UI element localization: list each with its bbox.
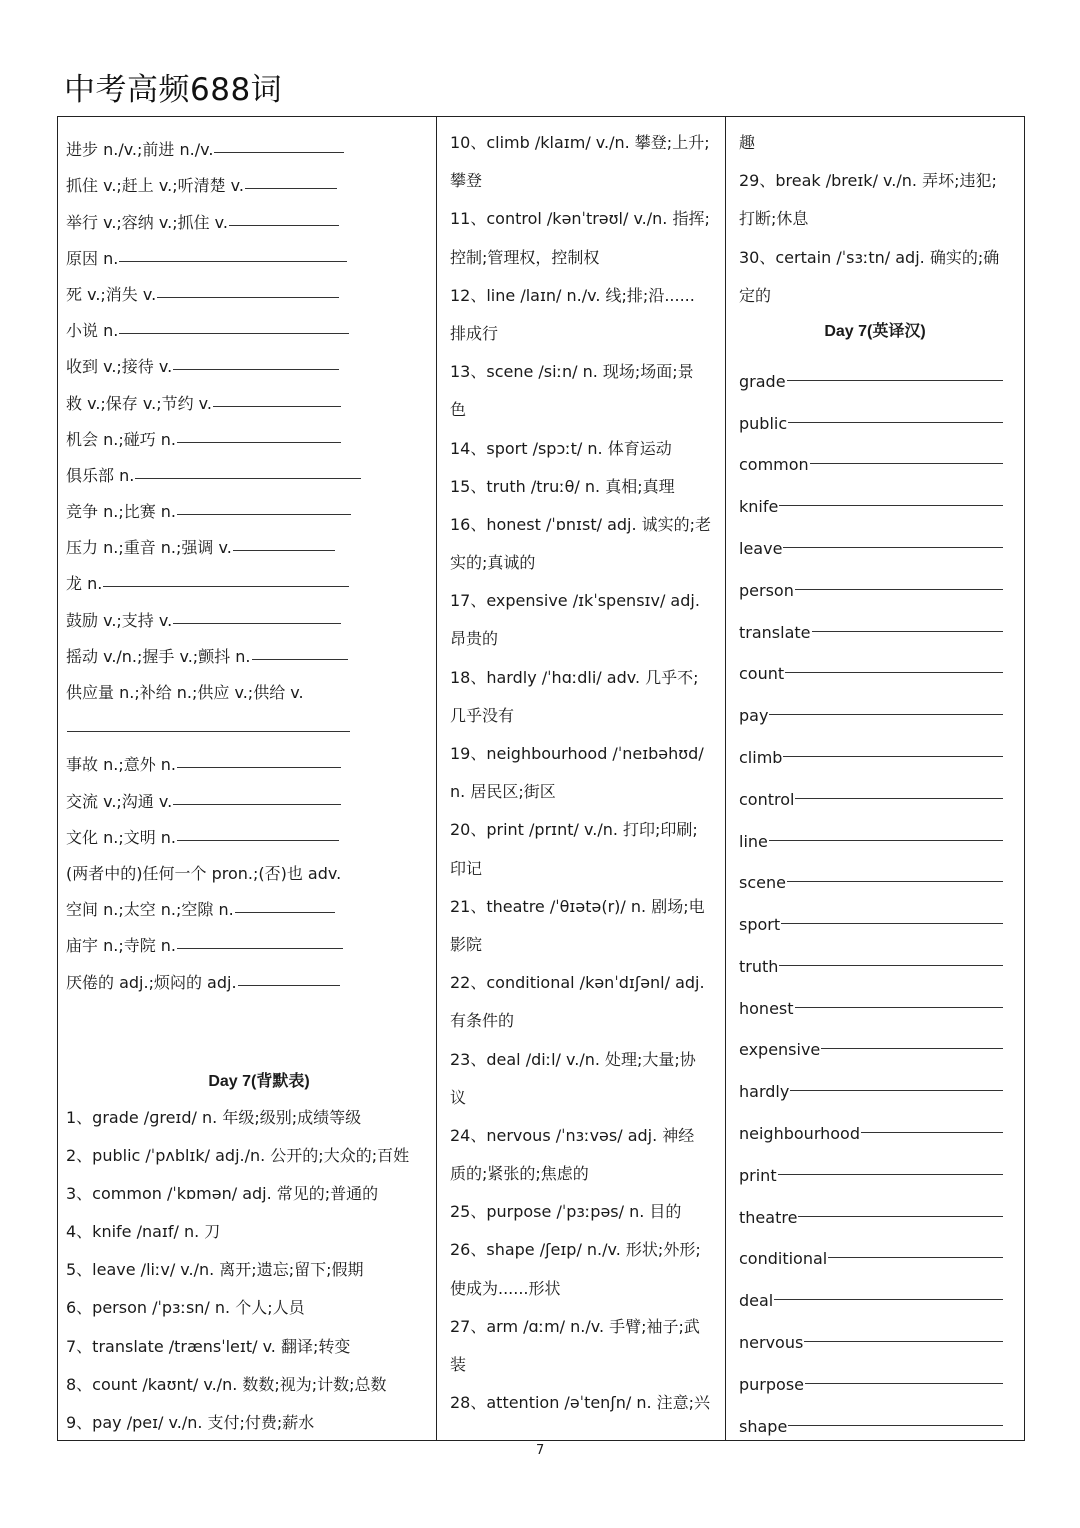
recall-row [66, 703, 432, 739]
vocab-line: 11、control /kənˈtrəʊl/ v./n. 指挥; [450, 209, 710, 229]
vocab-line: 几乎没有 [450, 705, 515, 725]
answer-blank[interactable] [67, 731, 350, 732]
vocab-line: 29、break /breɪk/ v./n. 弄坏;违犯; [739, 171, 997, 191]
vocab-entry: 5、leave /liːv/ v./n. 离开;遗忘;留下;假期 [66, 1260, 364, 1280]
answer-blank[interactable] [177, 442, 341, 443]
answer-blank[interactable] [135, 478, 361, 479]
answer-blank[interactable] [790, 1090, 1003, 1091]
word-text: common [739, 455, 809, 475]
prompt-text: 供应量 n.;补给 n.;供应 v.;供给 v. [66, 683, 304, 702]
answer-blank[interactable] [103, 586, 349, 587]
word-text: neighbourhood [739, 1124, 860, 1144]
word-text: person [739, 580, 794, 600]
answer-blank[interactable] [788, 422, 1003, 423]
word-text: honest [739, 998, 794, 1018]
recall-row [66, 920, 432, 956]
vocab-line: 质的;紧张的;焦虑的 [450, 1164, 589, 1184]
vocab-line: 21、theatre /ˈθɪətə(r)/ n. 剧场;电 [450, 896, 705, 916]
prompt-text: 竞争 n.;比赛 n. [66, 502, 177, 522]
vocab-line: n. 居民区;街区 [450, 782, 556, 802]
answer-blank[interactable] [229, 225, 339, 226]
translation-row [739, 600, 1011, 642]
recall-row [66, 414, 432, 450]
recall-row [66, 775, 432, 811]
vocab-line: 攀登 [450, 171, 483, 191]
answer-blank[interactable] [798, 1216, 1003, 1217]
recall-row [66, 739, 432, 775]
prompt-text: 救 v.;保存 v.;节约 v. [66, 393, 212, 413]
answer-blank[interactable] [119, 333, 349, 334]
vocab-line: 印记 [450, 858, 483, 878]
translation-row [739, 1101, 1011, 1143]
vocab-line: 排成行 [450, 323, 499, 343]
vocab-line: 27、arm /ɑːm/ n./v. 手臂;袖子;武 [450, 1316, 700, 1336]
answer-blank[interactable] [173, 369, 339, 370]
prompt-text: 举行 v.;容纳 v.;抓住 v. [66, 212, 228, 232]
vocab-line: 实的;真诚的 [450, 553, 536, 573]
answer-blank[interactable] [177, 840, 339, 841]
answer-blank[interactable] [173, 804, 341, 805]
vocab-entry: 4、knife /naɪf/ n. 刀 [66, 1222, 221, 1242]
vocab-line: 23、deal /diːl/ v./n. 处理;大量;协 [450, 1049, 696, 1069]
word-text: grade [739, 371, 786, 391]
translation-row [739, 1185, 1011, 1227]
answer-blank[interactable] [779, 965, 1003, 966]
translation-row [739, 976, 1011, 1018]
vocab-line: 有条件的 [450, 1011, 515, 1031]
answer-blank[interactable] [778, 1174, 1003, 1175]
vocab-line: 16、honest /ˈɒnɪst/ adj. 诚实的;老 [450, 514, 712, 534]
word-text: scene [739, 873, 786, 893]
answer-blank[interactable] [787, 881, 1003, 882]
vocab-line: 26、shape /ʃeɪp/ n./v. 形状;外形; [450, 1240, 701, 1260]
word-text: line [739, 831, 768, 851]
translation-row [739, 809, 1011, 851]
vocab-entry: 2、public /ˈpʌblɪk/ adj./n. 公开的;大众的;百姓 [66, 1145, 410, 1165]
prompt-text: 小说 n. [66, 321, 119, 341]
vocab-line: 17、expensive /ɪkˈspensɪv/ adj. [450, 591, 700, 611]
vocab-entry: 1、grade /ɡreɪd/ n. 年级;级别;成绩等级 [66, 1107, 362, 1127]
vocab-line: 趣 [739, 133, 756, 152]
translation-row [739, 767, 1011, 809]
prompt-text: 原因 n. [66, 248, 119, 268]
prompt-text: (两者中的)任何一个 pron.;(否)也 adv. [66, 863, 342, 883]
answer-blank[interactable] [804, 1341, 1003, 1342]
translation-row [739, 1268, 1011, 1310]
word-text: knife [739, 497, 779, 517]
recall-row [66, 522, 432, 558]
column-3 [739, 124, 1011, 1436]
recall-row [66, 956, 432, 992]
translation-row [739, 934, 1011, 976]
vocab-line: 12、line /laɪn/ n./v. 线;排;沿...... [450, 285, 695, 305]
translation-row [739, 1310, 1011, 1352]
translation-row [739, 433, 1011, 475]
answer-blank[interactable] [795, 798, 1003, 799]
vocab-line: 18、hardly /ˈhɑːdli/ adv. 几乎不; [450, 667, 699, 687]
prompt-text: 文化 n.;文明 n. [66, 827, 177, 847]
vocab-entry: 9、pay /peɪ/ v./n. 支付;付费;薪水 [66, 1413, 315, 1432]
recall-row [66, 124, 432, 160]
translation-row [739, 1227, 1011, 1269]
translation-row [739, 1143, 1011, 1185]
prompt-text: 俱乐部 n. [66, 465, 135, 485]
answer-blank[interactable] [177, 514, 351, 515]
word-text: shape [739, 1416, 788, 1436]
word-text: count [739, 664, 785, 684]
word-text: deal [739, 1291, 774, 1311]
word-text: sport [739, 915, 781, 935]
vocab-line: 20、print /prɪnt/ v./n. 打印;印刷; [450, 820, 698, 840]
word-text: conditional [739, 1249, 828, 1269]
answer-blank[interactable] [787, 380, 1003, 381]
vocab-line: 30、certain /ˈsɜːtn/ adj. 确实的;确 [739, 247, 1000, 267]
prompt-text: 压力 n.;重音 n.;强调 v. [66, 538, 232, 558]
answer-blank[interactable] [774, 1299, 1003, 1300]
translation-row [739, 725, 1011, 767]
recall-row [66, 269, 432, 305]
page-title: 中考高频688词 [64, 72, 283, 108]
column-divider [725, 116, 726, 1441]
recall-row [66, 558, 432, 594]
answer-blank[interactable] [157, 297, 339, 298]
translation-row [739, 1059, 1011, 1101]
answer-blank[interactable] [795, 589, 1003, 590]
recall-row [66, 486, 432, 522]
translation-row [739, 558, 1011, 600]
word-text: hardly [739, 1082, 790, 1102]
answer-blank[interactable] [795, 1007, 1003, 1008]
prompt-text: 厌倦的 adj.;烦闷的 adj. [66, 972, 237, 992]
word-text: pay [739, 706, 769, 726]
answer-blank[interactable] [769, 714, 1003, 715]
answer-blank[interactable] [828, 1257, 1003, 1258]
word-text: control [739, 789, 795, 809]
vocab-entry: 6、person /ˈpɜːsn/ n. 个人;人员 [66, 1298, 305, 1318]
answer-blank[interactable] [177, 948, 343, 949]
answer-blank[interactable] [119, 261, 347, 262]
recall-row [66, 812, 432, 848]
answer-blank[interactable] [783, 756, 1003, 757]
vocab-list [66, 1099, 432, 1443]
vocab-list [739, 124, 1011, 315]
answer-blank[interactable] [781, 923, 1003, 924]
prompt-text: 进步 n./v.;前进 n./v. [66, 140, 214, 160]
translation-row [739, 474, 1011, 516]
column-2 [450, 124, 720, 1422]
translation-list [739, 349, 1011, 1436]
prompt-text: 事故 n.;意外 n. [66, 755, 177, 775]
prompt-text: 死 v.;消失 v. [66, 284, 157, 304]
vocab-list [450, 124, 720, 1422]
recall-row [66, 196, 432, 232]
answer-blank[interactable] [252, 659, 348, 660]
answer-blank[interactable] [788, 1425, 1003, 1426]
translation-row [739, 683, 1011, 725]
recall-row [66, 233, 432, 269]
prompt-text: 鼓励 v.;支持 v. [66, 610, 173, 630]
word-text: climb [739, 747, 783, 767]
prompt-text: 空间 n.;太空 n.;空隙 n. [66, 900, 234, 920]
translation-row [739, 1018, 1011, 1060]
word-text: public [739, 413, 788, 433]
vocab-entry: 3、common /ˈkɒmən/ adj. 常见的;普通的 [66, 1183, 379, 1203]
answer-blank[interactable] [783, 547, 1003, 548]
vocab-entry: 8、count /kaʊnt/ v./n. 数数;视为;计数;总数 [66, 1374, 387, 1394]
answer-blank[interactable] [810, 463, 1003, 464]
answer-blank[interactable] [812, 631, 1004, 632]
prompt-text: 收到 v.;接待 v. [66, 357, 173, 377]
vocab-line: 定的 [739, 285, 772, 305]
vocab-line: 议 [450, 1087, 467, 1107]
translation-row [739, 892, 1011, 934]
answer-blank[interactable] [173, 623, 341, 624]
vocab-line: 控制;管理权，控制权 [450, 247, 600, 267]
word-text: theatre [739, 1207, 798, 1227]
translation-row [739, 391, 1011, 433]
prompt-text: 龙 n. [66, 574, 103, 594]
recall-list [66, 124, 432, 993]
column-divider [436, 116, 437, 1441]
word-text: translate [739, 622, 811, 642]
vocab-line: 色 [450, 400, 467, 420]
word-text: print [739, 1165, 777, 1185]
vocab-line: 15、truth /truːθ/ n. 真相;真理 [450, 476, 675, 496]
vocab-line: 影院 [450, 934, 483, 954]
vocab-line: 19、neighbourhood /ˈneɪbəhʊd/ [450, 744, 704, 763]
answer-blank[interactable] [245, 188, 337, 189]
answer-blank[interactable] [214, 152, 344, 153]
word-text: truth [739, 956, 779, 976]
prompt-text: 摇动 v./n.;握手 v.;颤抖 n. [66, 646, 251, 666]
recall-row [66, 848, 432, 884]
vocab-line: 昂贵的 [450, 629, 499, 649]
translation-row [739, 516, 1011, 558]
recall-row [66, 377, 432, 413]
vocab-line: 24、nervous /ˈnɜːvəs/ adj. 神经 [450, 1125, 695, 1145]
answer-blank[interactable] [769, 840, 1003, 841]
translation-row [739, 1352, 1011, 1394]
word-text: nervous [739, 1333, 804, 1353]
vocab-line: 10、climb /klaɪm/ v./n. 攀登;上升; [450, 133, 710, 152]
prompt-text: 机会 n.;碰巧 n. [66, 429, 177, 449]
prompt-text: 抓住 v.;赶上 v.;听清楚 v. [66, 176, 244, 196]
answer-blank[interactable] [238, 985, 340, 986]
answer-blank[interactable] [785, 672, 1003, 673]
prompt-text: 庙宇 n.;寺院 n. [66, 936, 177, 956]
vocab-line: 28、attention /əˈtenʃn/ n. 注意;兴 [450, 1393, 711, 1413]
vocab-line: 装 [450, 1355, 467, 1374]
spacer [66, 993, 432, 1065]
recall-row [66, 631, 432, 667]
recall-row [66, 450, 432, 486]
recall-row [66, 305, 432, 341]
answer-blank[interactable] [861, 1132, 1003, 1133]
answer-blank[interactable] [779, 505, 1003, 506]
section-heading: Day 7(背默表) [208, 1072, 310, 1090]
translation-row [739, 851, 1011, 893]
translation-row [739, 349, 1011, 391]
word-text: expensive [739, 1040, 821, 1060]
vocab-line: 25、purpose /ˈpɜːpəs/ n. 目的 [450, 1202, 682, 1222]
word-text: leave [739, 538, 783, 558]
vocab-line: 使成为......形状 [450, 1278, 561, 1298]
vocab-entry: 7、translate /trænsˈleɪt/ v. 翻译;转变 [66, 1336, 351, 1356]
vocab-line: 打断;休息 [739, 209, 809, 229]
recall-row [66, 667, 432, 703]
answer-blank[interactable] [821, 1048, 1003, 1049]
word-text: purpose [739, 1374, 804, 1394]
vocab-line: 13、scene /siːn/ n. 现场;场面;景 [450, 362, 694, 382]
answer-blank[interactable] [213, 406, 341, 407]
prompt-text: 交流 v.;沟通 v. [66, 791, 173, 811]
page-number: 7 [536, 1443, 545, 1458]
translation-row [739, 642, 1011, 684]
answer-blank[interactable] [805, 1383, 1003, 1384]
vocab-line: 22、conditional /kənˈdɪʃənl/ adj. [450, 973, 705, 993]
section-heading: Day 7(英译汉) [824, 322, 926, 340]
translation-row [739, 1394, 1011, 1436]
answer-blank[interactable] [235, 912, 335, 913]
recall-row [66, 160, 432, 196]
recall-row [66, 594, 432, 630]
recall-row [66, 884, 432, 920]
recall-row [66, 341, 432, 377]
answer-blank[interactable] [233, 550, 335, 551]
answer-blank[interactable] [177, 767, 341, 768]
vocab-line: 14、sport /spɔːt/ n. 体育运动 [450, 438, 672, 458]
column-1 [66, 124, 432, 1442]
